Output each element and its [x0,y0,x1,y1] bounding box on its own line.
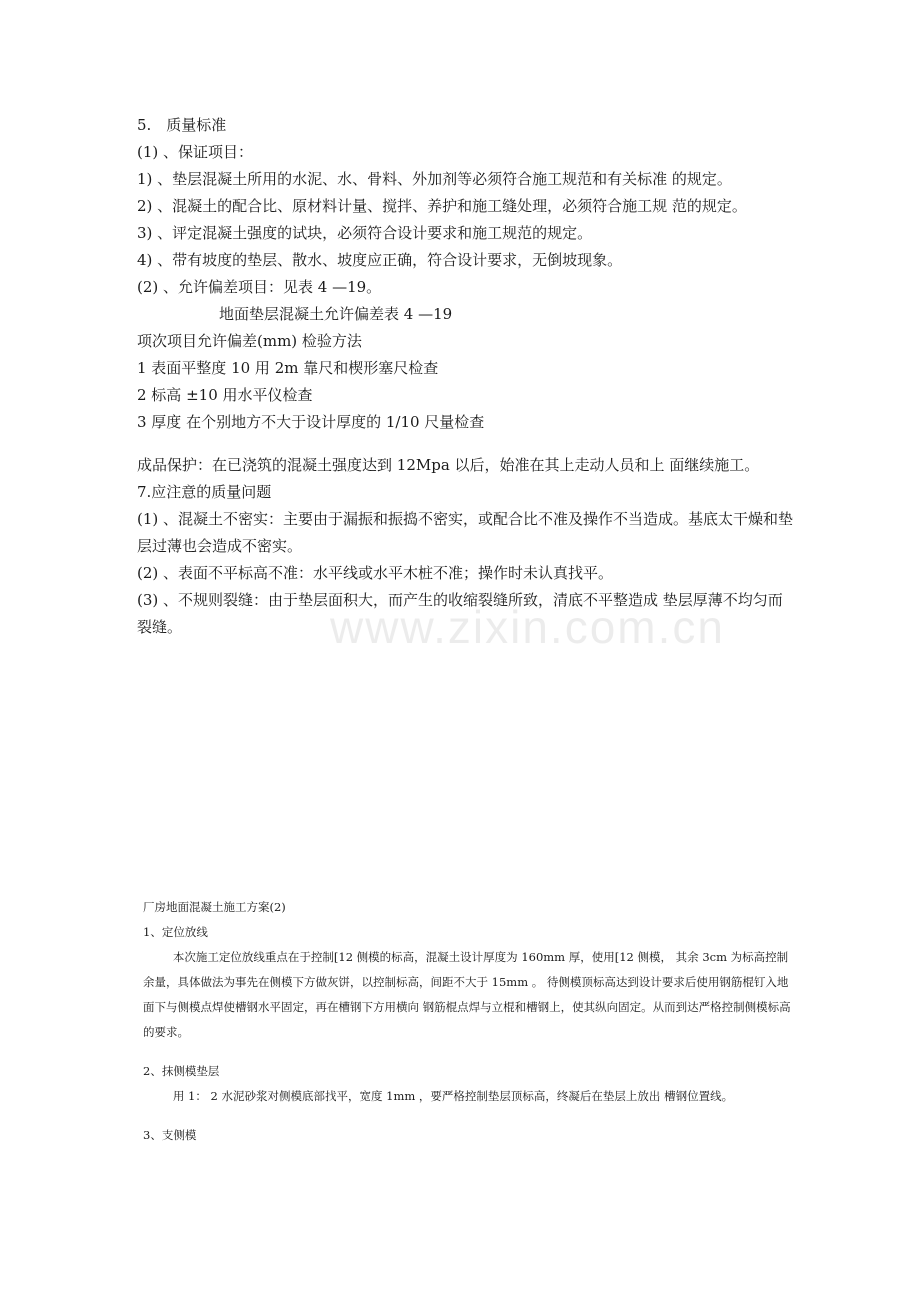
section-heading: 5. 质量标准 [137,116,227,134]
protection-paragraph: 成品保护：在已浇筑的混凝土强度达到 12Mpa 以后，始准在其上走动人员和上 面继续施工。 [137,456,760,474]
table-row: 3 厚度 在个别地方不大于设计厚度的 1/10 尺量检查 [137,413,485,431]
table-header: 项次项目允许偏差(mm) 检验方法 [137,332,362,350]
table-row: 1 表面平整度 10 用 2m 靠尺和楔形塞尺检查 [137,359,439,377]
issue-item: (3) 、不规则裂缝：由于垫层面积大，而产生的收缩裂缝所致，清底不平整造成 垫层厚薄不均匀而裂缝。 [137,591,783,636]
spacer [137,436,797,452]
watermark: www.zixin.com.cn [330,601,725,653]
guarantee-item: 2) 、混凝土的配合比、原材料计量、搅拌、养护和施工缝处理，必须符合施工规 范的规定。 [137,197,747,215]
guarantee-item: 1) 、垫层混凝土所用的水泥、水、骨料、外加剂等必须符合施工规范和有关标准 的规定。 [137,170,732,188]
allowance-title: (2) 、允许偏差项目：见表 4 —19。 [137,278,382,296]
spacer [143,1045,793,1059]
guarantee-title: (1) 、保证项目： [137,143,254,161]
spacer [143,1109,793,1123]
table-row: 2 标高 ±10 用水平仪检查 [137,386,313,404]
plan-title: 厂房地面混凝土施工方案(2) [143,900,286,914]
plan-paragraph-2: 用 1： 2 水泥砂浆对侧模底部找平，宽度 1mm ，要严格控制垫层顶标高，终凝后在垫层上放出 槽钢位置线。 [172,1089,734,1103]
issues-title: 7.应注意的质量问题 [137,483,272,501]
plan-heading-3: 3、支侧模 [143,1128,197,1142]
issue-item: (2) 、表面不平标高不准：水平线或水平木桩不准；操作时未认真找平。 [137,564,614,582]
guarantee-item: 3) 、评定混凝土强度的试块，必须符合设计要求和施工规范的规定。 [137,224,593,242]
plan-heading-2: 2、抹侧模垫层 [143,1064,220,1078]
plan-heading-1: 1、定位放线 [143,925,208,939]
quality-standard-section [137,112,797,641]
construction-plan-section [143,895,793,1148]
guarantee-item: 4) 、带有坡度的垫层、散水、坡度应正确，符合设计要求，无倒坡现象。 [137,251,623,269]
plan-paragraph-1: 本次施工定位放线重点在于控制[12 侧模的标高，混凝土设计厚度为 160mm 厚，使用[12 侧模， 其余 3cm 为标高控制余量，具体做法为事先在侧模下方做灰饼，以控制标高，间距不大于 15mm 。 待侧模顶标高达到设计要求后使用钢筋棍钉入地面下与侧模点焊使槽钢水平固定，再在槽钢下方用横向 钢筋棍点焊与立棍和槽钢上，使其纵向固定。从而到达严格控制侧模标高的要求。 [143,950,791,1039]
issue-item: (1) 、混凝土不密实：主要由于漏振和振捣不密实，或配合比不准及操作不当造成。基底太干燥和垫层过薄也会造成不密实。 [137,510,794,555]
table-caption: 地面垫层混凝土允许偏差表 4 —19 [219,305,453,323]
